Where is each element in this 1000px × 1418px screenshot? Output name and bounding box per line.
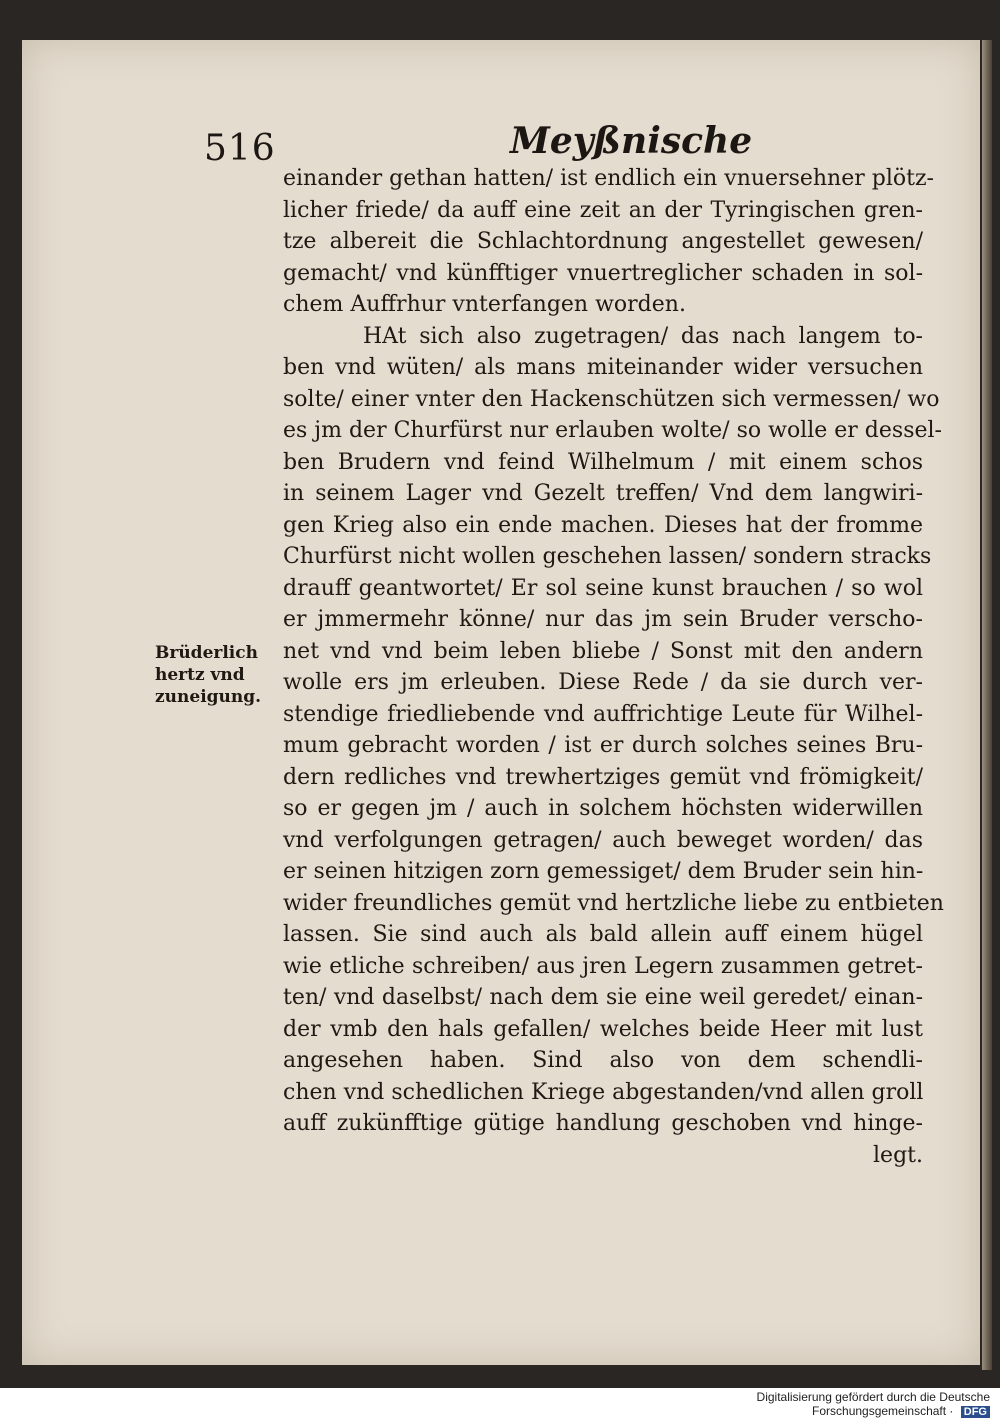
text-line: in seinem Lager vnd Gezelt treffen/ Vnd dem langwiri- <box>283 481 923 506</box>
text-line: auff zukünfftige gütige handlung geschoben vnd hinge- <box>283 1111 923 1136</box>
dfg-logo: DFG <box>961 1406 990 1418</box>
margin-note-line: hertz vnd <box>155 665 245 685</box>
page-number: 516 <box>204 128 276 169</box>
margin-note <box>155 642 275 708</box>
margin-note-line: zuneigung. <box>155 687 262 707</box>
text-line: ten/ vnd daselbst/ nach dem sie eine weil geredet/ einan- <box>283 985 923 1010</box>
text-line: mum gebracht worden / ist er durch solches seines Bru- <box>283 733 923 758</box>
running-title: Meyßnische <box>510 120 753 162</box>
text-line: gemacht/ vnd künfftiger vnuertreglicher schaden in sol- <box>283 260 923 286</box>
text-line: HAt sich also zugetragen/ das nach langem to- <box>363 323 923 349</box>
text-line: so er gegen jm / auch in solchem höchsten widerwillen <box>283 796 923 821</box>
text-line: ben Brudern vnd feind Wilhelmum / mit einem schos <box>283 449 923 475</box>
text-line: stendige friedliebende vnd auffrichtige Leute für Wilhel- <box>283 701 923 727</box>
body-text <box>283 163 944 1171</box>
text-line: lassen. Sie sind auch als bald allein auff einem hügel <box>283 922 923 947</box>
text-line: gen Krieg also ein ende machen. Dieses hat der fromme <box>283 512 923 538</box>
text-line: chem Auffrhur vnterfangen worden. <box>283 292 686 317</box>
text-line: es jm der Churfürst nur erlauben wolte/ so wolle er dessel- <box>283 418 942 443</box>
margin-note-line: Brüderlich <box>155 643 258 663</box>
text-line: angesehen haben. Sind also von dem schendli- <box>283 1048 923 1073</box>
text-line: Churfürst nicht wollen geschehen lassen/ sondern stracks <box>283 544 932 569</box>
text-line: dern redliches vnd trewhertziges gemüt vnd frömigkeit/ <box>283 764 923 790</box>
footer-credit-text: Digitalisierung gefördert durch die Deutsche Forschungsgemeinschaft · <box>756 1390 990 1418</box>
text-line: ben vnd wüten/ als mans miteinander wider versuchen <box>283 355 923 380</box>
text-line: licher friede/ da auff eine zeit an der Tyringischen gren- <box>283 197 923 223</box>
page-edge <box>982 40 992 1370</box>
text-line: net vnd vnd beim leben bliebe / Sonst mit den andern <box>283 638 923 664</box>
text-line: drauff geantwortet/ Er sol seine kunst brauchen / so wol <box>283 575 923 601</box>
footer-credit <box>620 1390 990 1418</box>
text-line: solte/ einer vnter den Hackenschützen sich vermessen/ wo <box>283 386 940 412</box>
text-line: der vmb den hals gefallen/ welches beide Heer mit lust <box>283 1016 923 1042</box>
text-line: vnd verfolgungen getragen/ auch beweget worden/ das <box>283 827 923 853</box>
text-line: chen vnd schedlichen Kriege abgestanden/vnd allen groll <box>283 1079 924 1105</box>
text-line: er seinen hitzigen zorn gemessiget/ dem Bruder sein hin- <box>283 859 924 884</box>
text-line: wider freundliches gemüt vnd hertzliche liebe zu entbieten <box>283 890 944 916</box>
text-line: legt. <box>873 1142 923 1168</box>
text-line: er jmmermehr könne/ nur das jm sein Bruder verscho- <box>283 607 923 632</box>
text-line: wolle ers jm erleuben. Diese Rede / da sie durch ver- <box>283 670 923 695</box>
text-line: einander gethan hatten/ ist endlich ein vnuersehner plötz- <box>283 166 934 191</box>
text-line: tze albereit die Schlachtordnung angestellet gewesen/ <box>283 229 923 254</box>
text-line: wie etliche schreiben/ aus jren Legern zusammen getret- <box>283 953 923 979</box>
